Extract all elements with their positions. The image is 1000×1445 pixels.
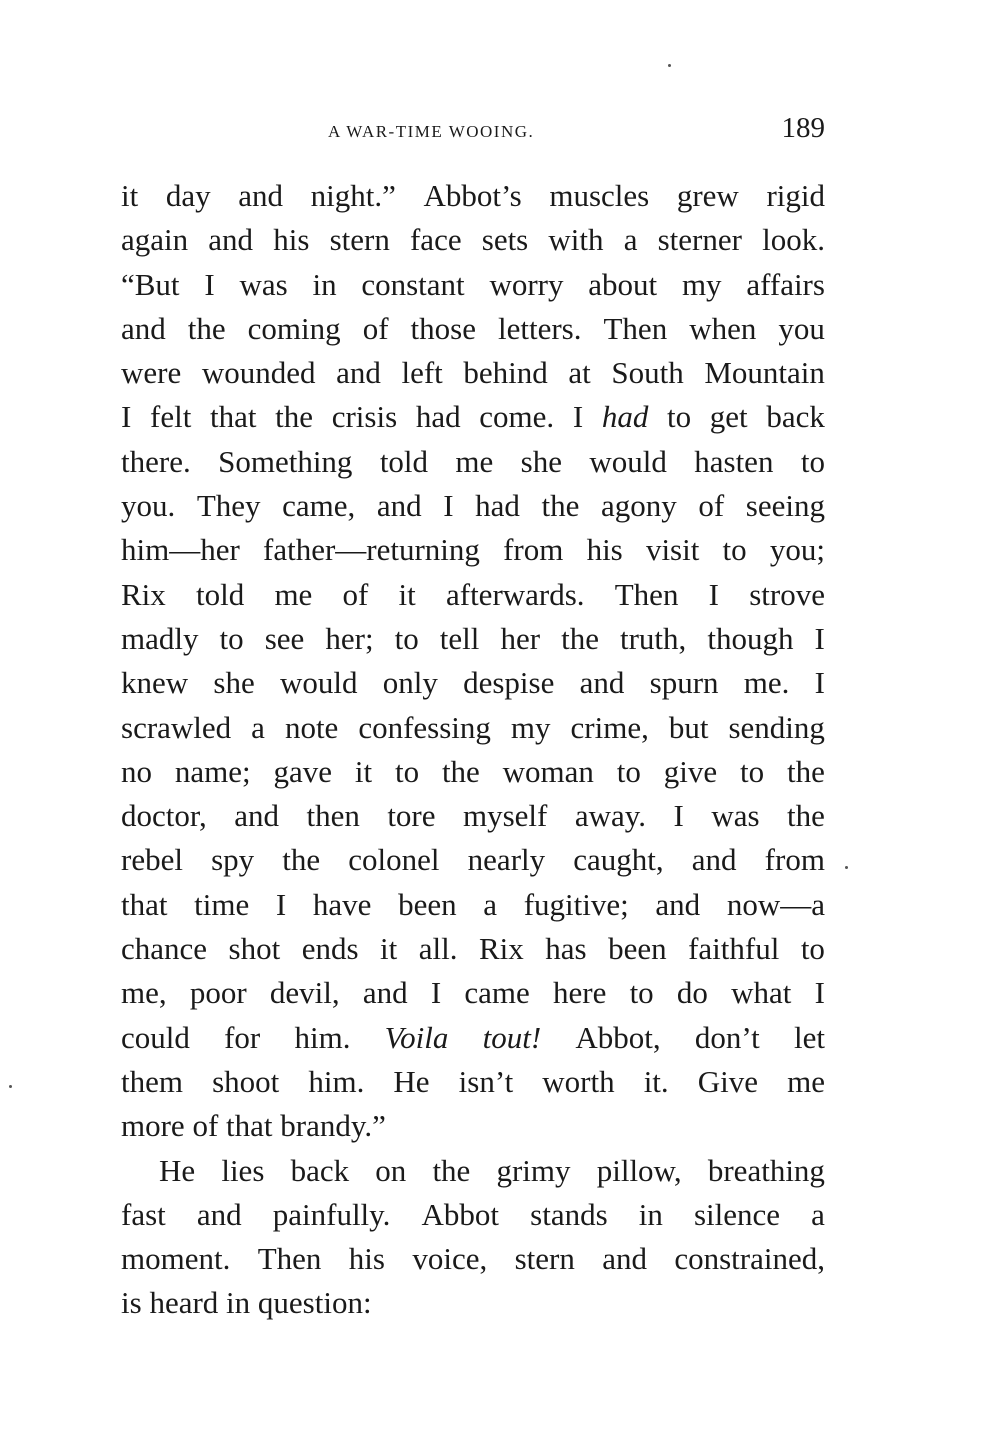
text-line: there. Something told me she would hasten to: [121, 443, 825, 479]
text-line: were wounded and left behind at South Mountain: [121, 355, 825, 391]
text-line: them shoot him. He isn’t worth it. Give me: [121, 1063, 825, 1099]
print-speck: [668, 64, 671, 67]
text-line: you. They came, and I had the agony of seeing: [121, 488, 825, 524]
text-line: could for him. Voila tout! Abbot, don’t let: [121, 1019, 825, 1055]
text-line: it day and night.” Abbot’s muscles grew rigid: [121, 178, 825, 213]
text-line: doctor, and then tore myself away. I was the: [121, 798, 825, 834]
text-line: “But I was in constant worry about my affairs: [121, 266, 825, 302]
text-line: rebel spy the colonel nearly caught, and from: [121, 842, 825, 878]
text-line: He lies back on the grimy pillow, breathing: [159, 1152, 825, 1188]
running-head: [121, 112, 825, 152]
text-line: more of that brandy.”: [121, 1108, 386, 1144]
text-line: fast and painfully. Abbot stands in silence a: [121, 1196, 825, 1232]
paragraph: [121, 1149, 825, 1326]
text-line: is heard in question:: [121, 1285, 372, 1321]
page-number: 189: [781, 112, 825, 144]
text-line: chance shot ends it all. Rix has been faithful to: [121, 931, 825, 967]
body-text: [121, 174, 825, 1326]
text-line: me, poor devil, and I came here to do what I: [121, 975, 825, 1011]
text-line: no name; gave it to the woman to give to the: [121, 753, 825, 789]
text-line: knew she would only despise and spurn me. I: [121, 665, 825, 701]
print-speck: [845, 866, 848, 869]
text-line: again and his stern face sets with a sterner look.: [121, 222, 825, 258]
text-line: madly to see her; to tell her the truth, though I: [121, 620, 825, 656]
text-line: scrawled a note confessing my crime, but sending: [121, 709, 825, 745]
text-line: Rix told me of it afterwards. Then I strove: [121, 576, 825, 612]
text-line: moment. Then his voice, stern and constrained,: [121, 1241, 825, 1277]
running-title: A WAR-TIME WOOING.: [328, 122, 535, 141]
text-line: that time I have been a fugitive; and now—a: [121, 886, 825, 922]
text-line: and the coming of those letters. Then when you: [121, 310, 825, 346]
paragraph: [121, 174, 825, 1149]
text-line: I felt that the crisis had come. I had to get back: [121, 399, 825, 435]
print-speck: [9, 1085, 12, 1088]
text-line: him—her father—returning from his visit to you;: [121, 532, 825, 568]
